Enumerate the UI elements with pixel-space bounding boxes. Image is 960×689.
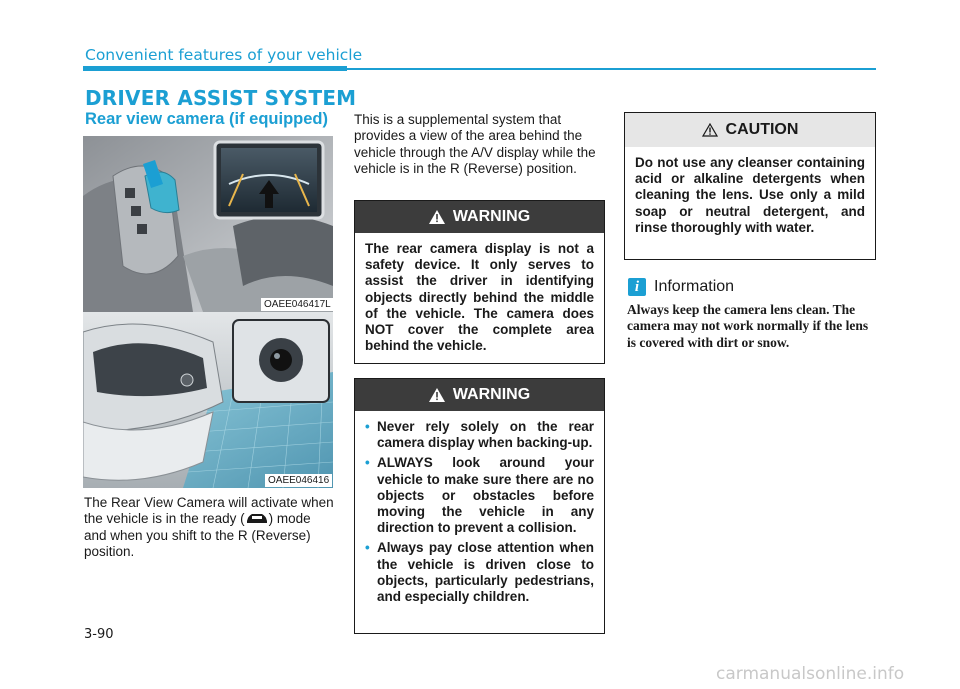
warning-header	[355, 379, 604, 411]
information-text: Always keep the camera lens clean. The camera may not work normally if the lens is covered with dirt or snow.	[627, 302, 869, 350]
warning-box	[354, 378, 605, 634]
warning-box	[354, 200, 605, 364]
list-item: • Always pay close attention when the vehicle is driven close to objects, particularly pedestrians, and especially children.	[365, 540, 594, 605]
warning-triangle-icon	[429, 388, 445, 402]
caution-triangle-icon	[702, 123, 718, 137]
rear-camera-illustration	[83, 312, 333, 488]
warning-heading: WARNING	[452, 386, 531, 403]
warning-list-container	[355, 411, 604, 619]
header-accent-bar	[83, 66, 347, 71]
warning-triangle-icon	[429, 210, 445, 224]
activation-paragraph	[84, 495, 334, 561]
caution-text: Do not use any cleanser containing acid or alkaline detergents when cleaning the lens. Use only a mild soap or neutral detergent, and rinse thoroughly with water.	[635, 155, 865, 235]
list-item: • ALWAYS look around your vehicle to make sure there are no objects or obstacles before moving the vehicle in any direction to prevent a collision.	[365, 455, 594, 536]
watermark: carmanualsonline.info	[716, 664, 905, 684]
warning-text: The rear camera display is not a safety device. It only serves to assist the driver in identifying objects directly behind the middle of the vehicle. The camera does NOT cover the complete area behind the vehicle.	[365, 241, 594, 354]
photo-code: OAEE046416	[265, 474, 332, 487]
info-icon: i	[628, 278, 646, 296]
activation-text-end: ) mode and when you shift to the R (Reverse) position.	[84, 511, 311, 560]
rear-camera-photo	[83, 312, 333, 488]
gear-selector-illustration	[83, 136, 333, 312]
car-ready-icon	[245, 511, 269, 525]
photo-code: OAEE046417L	[261, 298, 333, 311]
gear-selector-photo	[83, 136, 333, 312]
warning-list	[365, 419, 594, 605]
page-number: 3-90	[84, 627, 114, 642]
camera-description: This is a supplemental system that provides a view of the area behind the vehicle through the A/V display while the vehicle is in the R (Reverse) position.	[354, 112, 596, 177]
activation-text-start: The Rear View Camera will activate when the vehicle is in the ready (	[84, 495, 334, 527]
warning-header	[355, 201, 604, 233]
caution-header	[625, 113, 875, 147]
subsection-title: Rear view camera (if equipped)	[85, 110, 328, 128]
caution-heading: CAUTION	[725, 121, 799, 138]
information-heading: Information	[654, 278, 735, 295]
caution-box	[624, 112, 876, 260]
list-item: • Never rely solely on the rear camera display when backing-up.	[365, 419, 594, 451]
page-title: DRIVER ASSIST SYSTEM	[85, 86, 357, 110]
section-header: Convenient features of your vehicle	[85, 46, 363, 64]
header-rule	[347, 68, 876, 70]
warning-heading: WARNING	[452, 208, 531, 225]
